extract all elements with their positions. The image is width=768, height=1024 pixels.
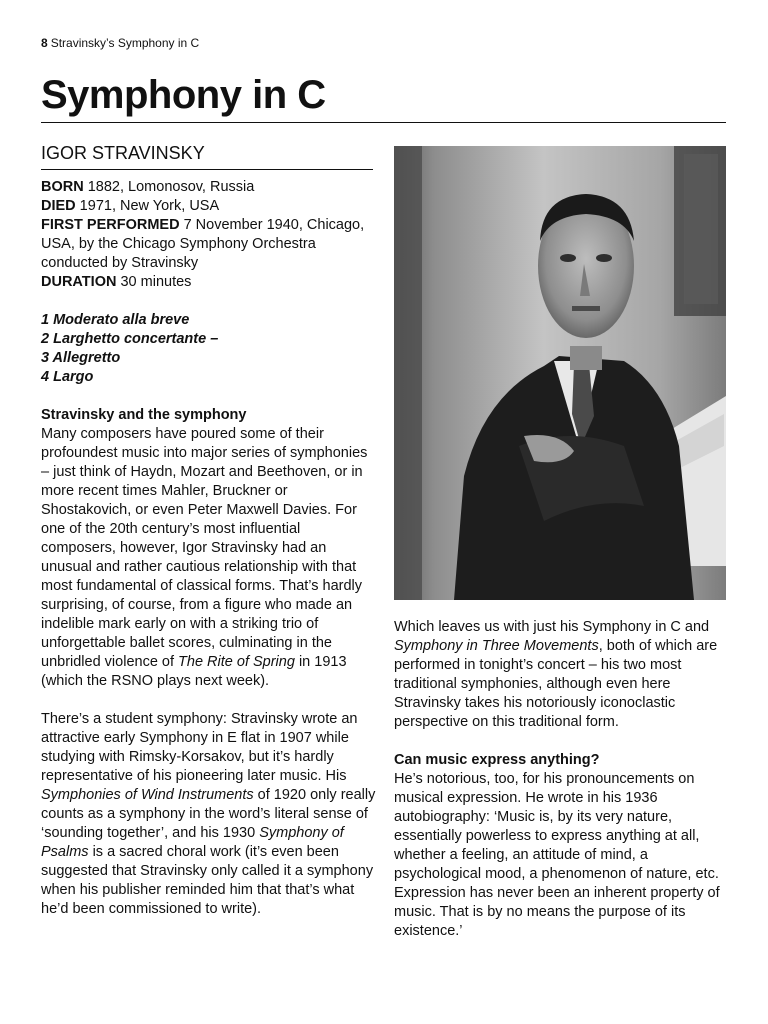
body-paragraph xyxy=(41,710,376,919)
movement-item: 1 Moderato alla breve xyxy=(41,312,190,328)
fact-duration xyxy=(41,273,376,292)
composer-portrait-photo xyxy=(394,146,726,600)
text-run: of 1920 only really counts as a symphony in the word’s literal sense of ‘sounding together’, and his 1930 xyxy=(41,787,376,841)
fact-first-performed xyxy=(41,216,376,273)
movement-item: 2 Larghetto concertante – xyxy=(41,331,219,347)
duration-label: DURATION xyxy=(41,274,117,290)
body-paragraph: He’s notorious, too, for his pronouncements on musical expression. He wrote in his 1936 autobiography: ‘Music is, by its very nature, essentially powerless to express anything at all, whether a feeling, an attitude of mind, a psychological mood, a phenomenon of nature, etc. Expression has never been an inherent property of music. That is by no means the purpose of its existence.’ xyxy=(394,771,720,939)
section-heading: Stravinsky and the symphony xyxy=(41,407,247,423)
duration-value: 30 minutes xyxy=(116,274,192,290)
movement-item: 4 Largo xyxy=(41,369,94,385)
movement-item: 3 Allegretto xyxy=(41,350,121,366)
work-title: Symphonies of Wind Instruments xyxy=(41,787,254,803)
first-performed-value: 7 November 1940, Chicago, USA, by the Chicago Symphony Orchestra conducted by Stravinsky xyxy=(41,217,365,271)
text-run: is a sacred choral work (it’s even been suggested that Stravinsky only called it a symphony when his publisher reminded him that that’s what he’d been commissioned to write). xyxy=(41,844,374,917)
portrait-illustration xyxy=(394,146,726,600)
died-value: 1971, New York, USA xyxy=(75,198,220,214)
work-title: Symphony of Psalms xyxy=(41,825,344,860)
born-label: BORN xyxy=(41,179,84,195)
first-performed-label: FIRST PERFORMED xyxy=(41,217,180,233)
text-run: Which leaves us with just his Symphony in C and xyxy=(394,619,710,635)
right-column-text xyxy=(394,618,726,941)
title-divider xyxy=(41,122,726,123)
body-paragraph xyxy=(394,618,726,732)
left-column xyxy=(41,141,376,919)
born-value: 1882, Lomonosov, Russia xyxy=(83,179,255,195)
running-title: Stravinsky’s Symphony in C xyxy=(50,36,200,50)
work-facts xyxy=(41,178,376,292)
page-title: Symphony in C xyxy=(41,73,326,117)
work-title: The Rite of Spring xyxy=(178,654,295,670)
text-run: There’s a student symphony: Stravinsky wrote an attractive early Symphony in E flat in 1907 while studying with Rimsky-Korsakov, but it’s hardly representative of his pioneering later music. His xyxy=(41,711,358,784)
composer-name: IGOR STRAVINSKY xyxy=(41,141,373,170)
work-title: Symphony in Three Movements xyxy=(394,638,599,654)
died-label: DIED xyxy=(41,198,76,214)
fact-born xyxy=(41,178,376,197)
running-header xyxy=(41,35,199,51)
text-run: Many composers have poured some of their profoundest music into major series of symphonies – just think of Haydn, Mozart and Beethoven, or in more recent times Mahler, Bruckner or Shostakovich, or even Peter Maxwell Davies. For one of the 20th century’s most influential composers, however, Igor Stravinsky had an unusual and rather cautious relationship with that most fundamental of classical forms. That’s hardly surprising, of course, from a figure who made an indelible mark early on with a striking trio of unforgettable ballet scores, culminating in the unbridled violence of xyxy=(41,426,368,670)
section-heading: Can music express anything? xyxy=(394,752,600,768)
movement-list xyxy=(41,311,376,387)
body-paragraph xyxy=(41,425,376,691)
text-run: in 1913 (which the RSNO plays next week). xyxy=(41,654,347,689)
fact-died xyxy=(41,197,376,216)
text-run: , both of which are performed in tonight’s concert – his two most traditional symphonies, although even here Stravinsky takes his notoriously iconoclastic perspective on this traditional form. xyxy=(394,638,718,730)
page-number: 8 xyxy=(41,36,48,50)
right-column xyxy=(394,146,726,941)
